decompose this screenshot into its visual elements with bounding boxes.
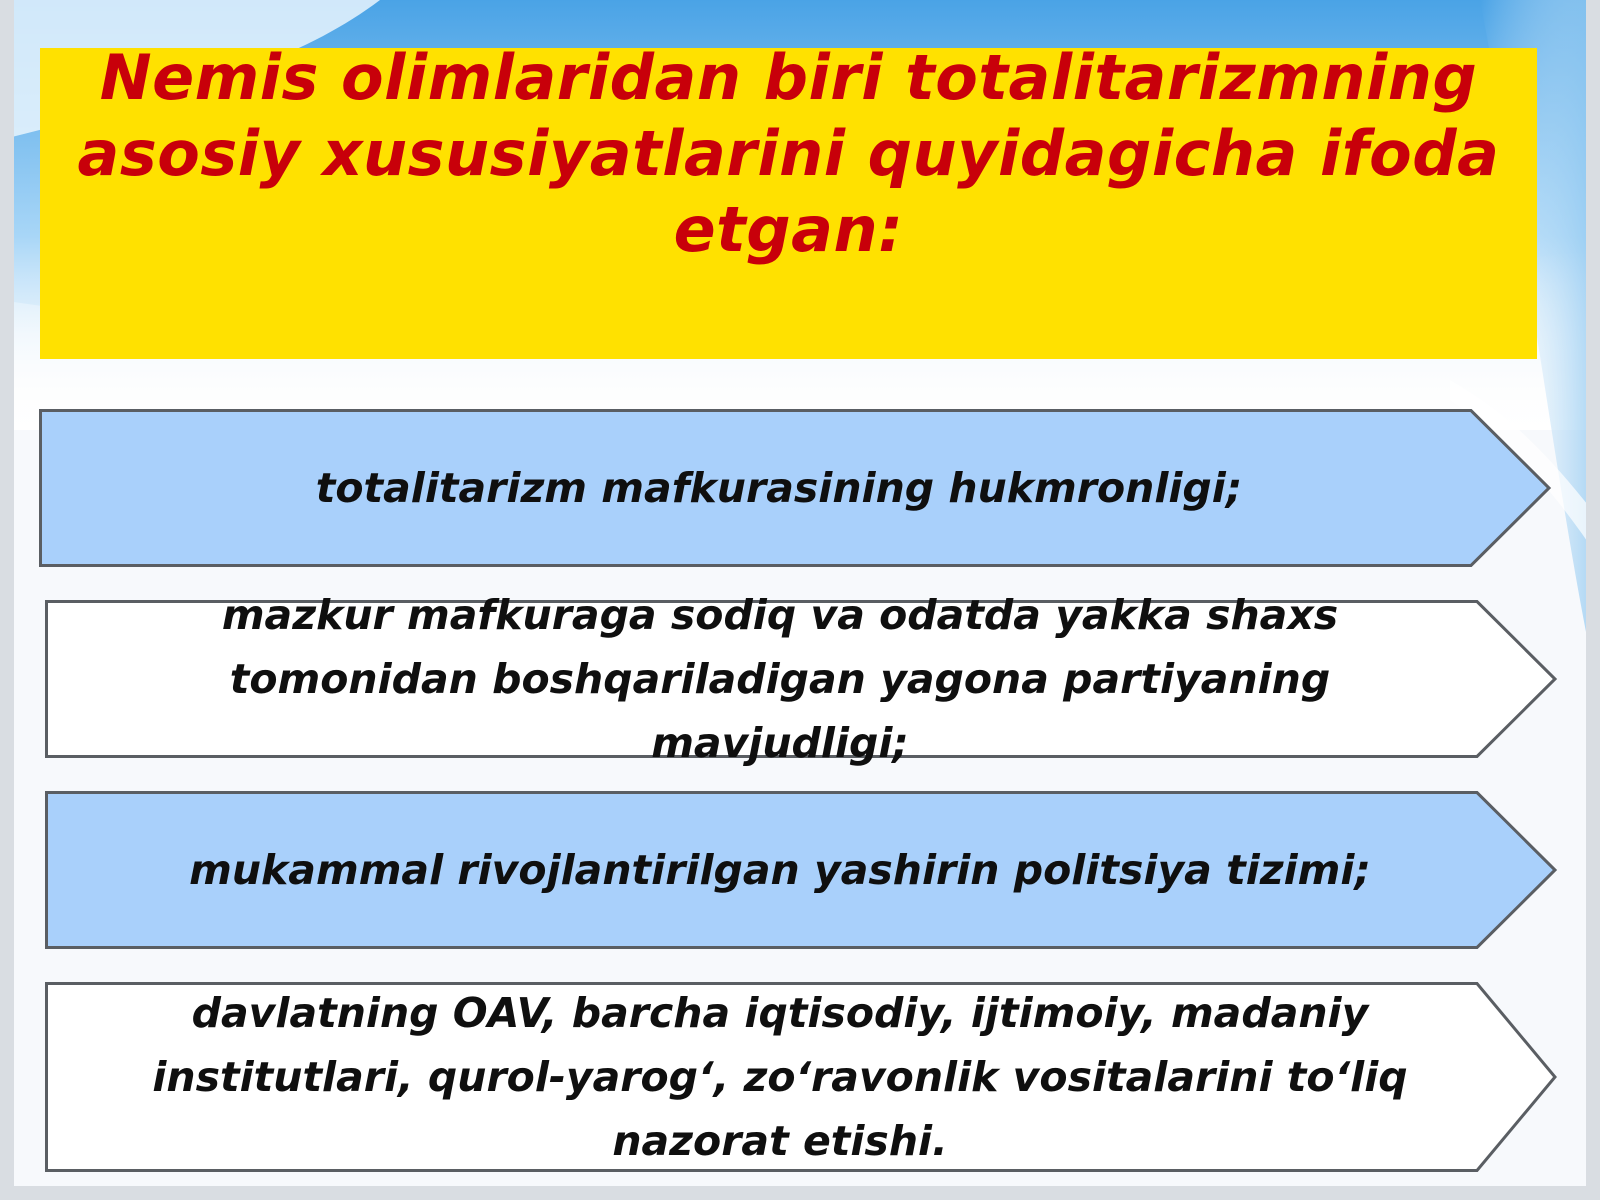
feature-text-4: davlatning OAV, barcha iqtisodiy, ijtimoiy, madaniy institutlari, qurol-yarog‘, zo‘ravonlik vositalarini to‘liq nazorat etishi. — [152, 989, 1408, 1165]
feature-arrow-2 — [45, 591, 1557, 767]
feature-arrow-1 — [39, 409, 1551, 567]
feature-text-2: mazkur mafkuraga sodiq va odatda yakka shaxs tomonidan boshqariladigan yagona partiyaning mavjudligi; — [221, 591, 1339, 767]
feature-text-1: totalitarizm mafkurasining hukmronligi; — [315, 464, 1243, 512]
slide-title: Nemis olimlaridan biri totalitarizmning asosiy xususiyatlarini quyidagicha ifoda etgan: — [77, 41, 1500, 266]
feature-arrow-3 — [45, 791, 1557, 949]
feature-arrow-4 — [45, 982, 1557, 1172]
feature-text-3: mukammal rivojlantirilgan yashirin politsiya tizimi; — [189, 846, 1371, 894]
